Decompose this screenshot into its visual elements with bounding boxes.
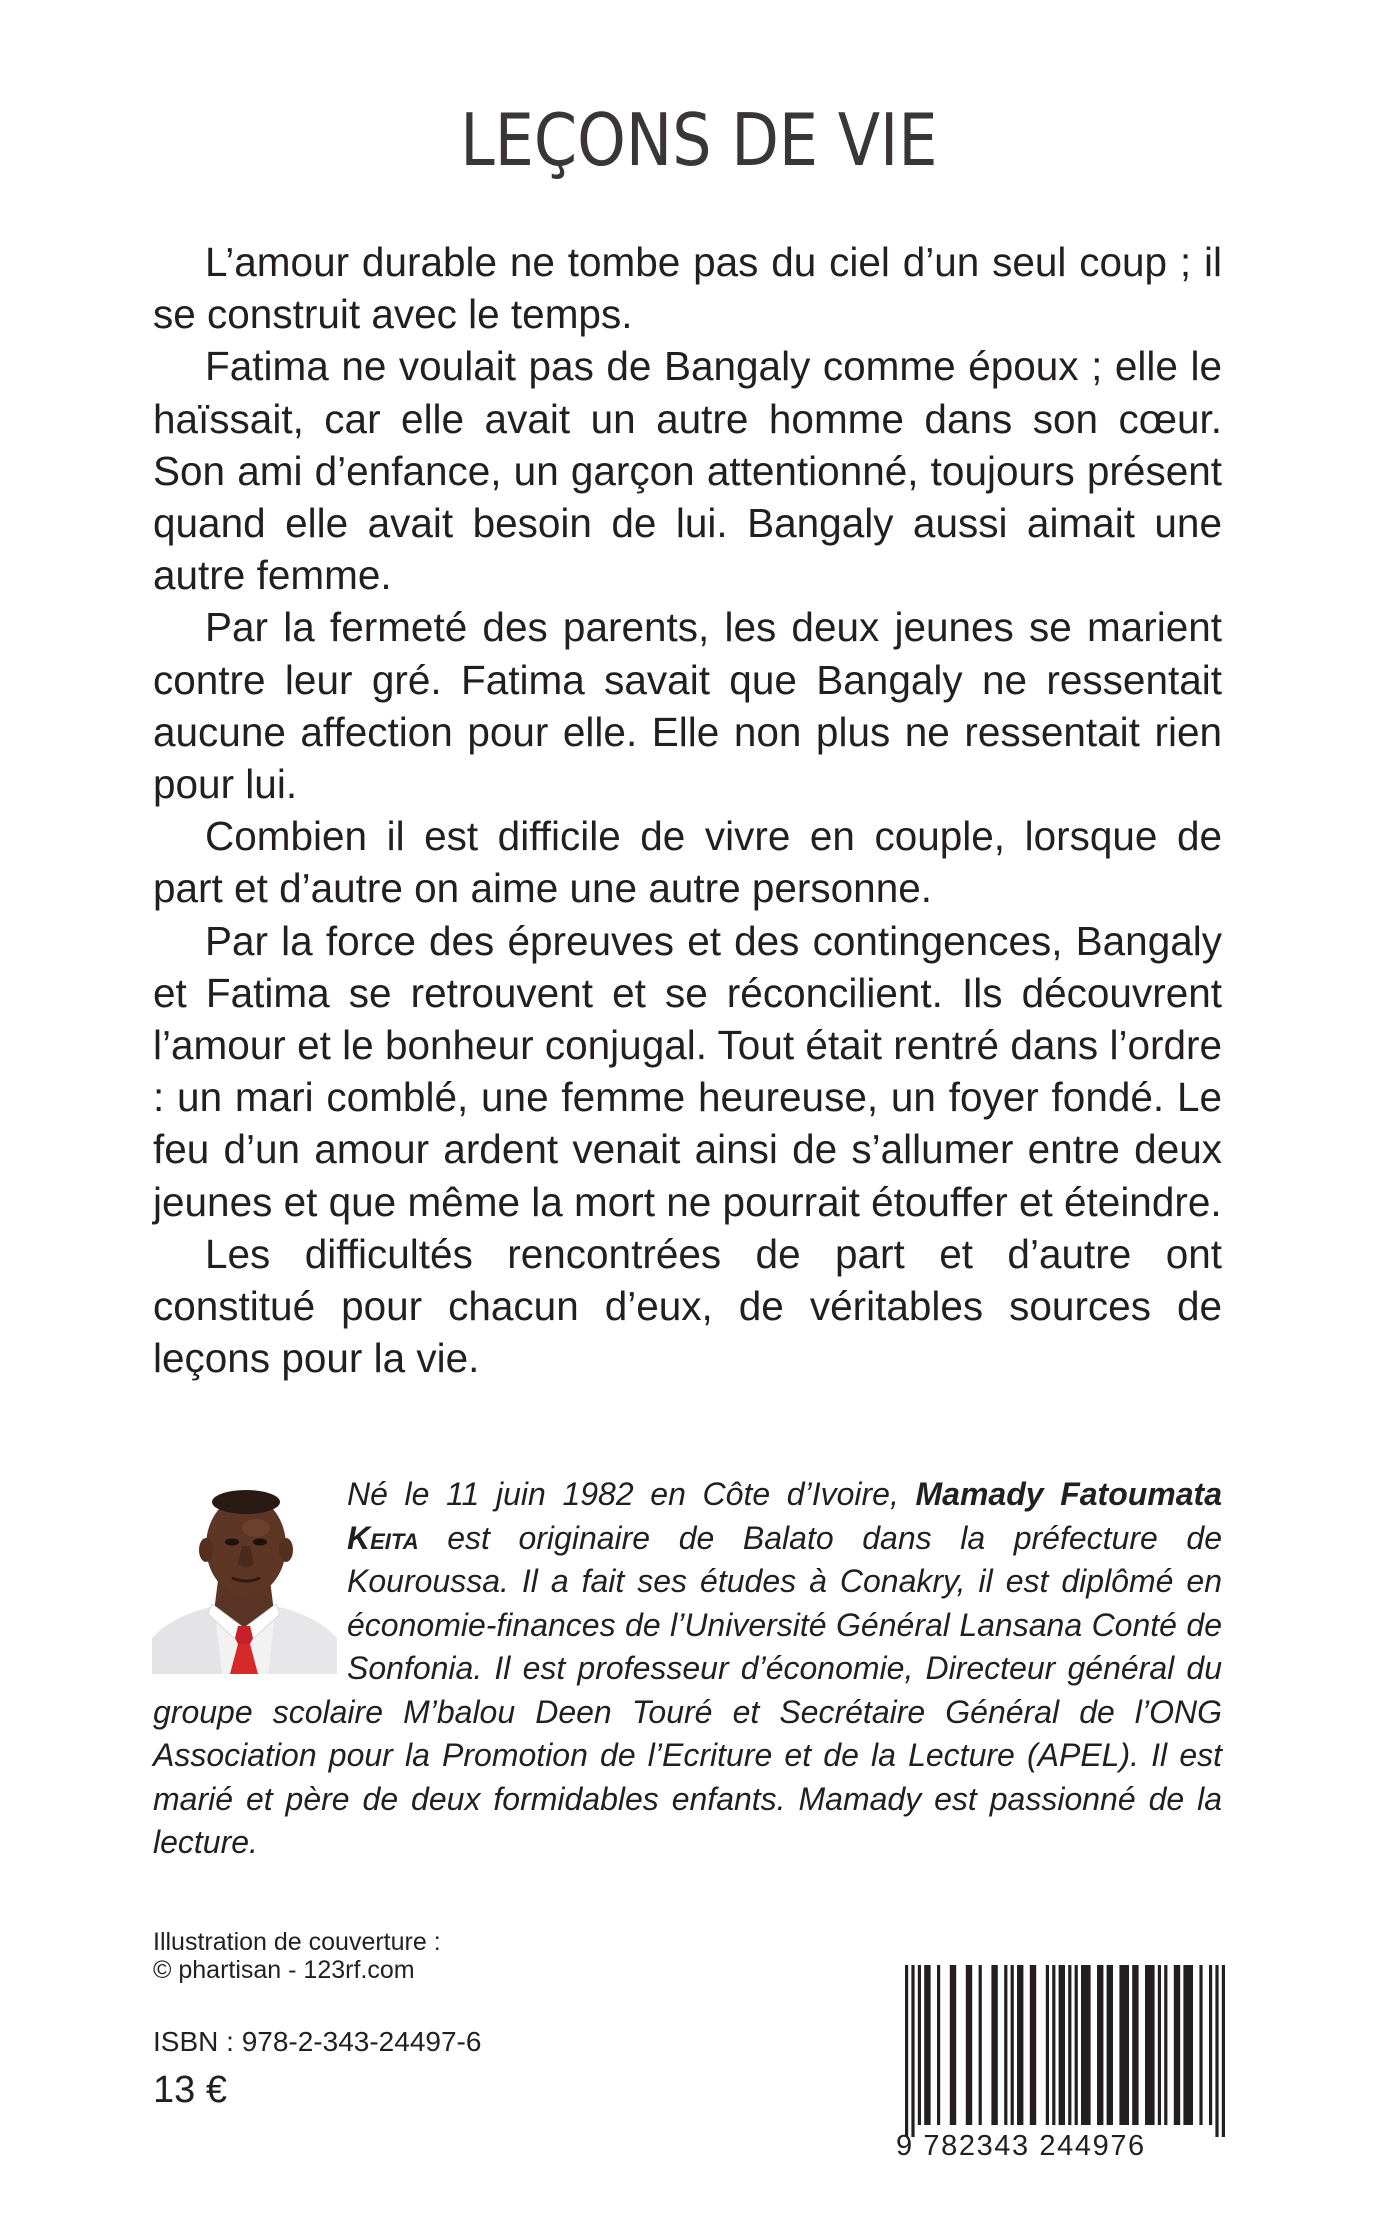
blurb-paragraph: Par la force des épreuves et des contingences, Bangaly et Fatima se retrouvent et se réconcilient. Ils découvrent l’amour et le bonheur conjugal. Tout était rentré dans l’ordre : un mari comblé, une femme heureuse, un foyer fondé. Le feu d’un amour ardent venait ainsi de s’allumer entre deux jeunes et que même la mort ne pourrait étouffer et éteindre.: [153, 917, 1222, 1225]
barcode-bar: [966, 1965, 972, 2125]
barcode-bar: [1158, 1965, 1161, 2125]
barcode-bar: [1107, 1965, 1113, 2125]
barcode-bar: [1097, 1965, 1103, 2125]
barcode-bar: [1075, 1965, 1078, 2125]
barcode-bar: [1174, 1965, 1180, 2125]
author-biography: [153, 1473, 1222, 1865]
barcode-bar: [1052, 1965, 1055, 2125]
barcode-bar: [1222, 1965, 1225, 2137]
blurb-paragraph: Fatima ne voulait pas de Bangaly comme époux ; elle le haïssait, car elle avait un autre homme dans son cœur. Son ami d’enfance, un garçon attentionné, toujours présent quand elle avait besoin de lui. Bangaly aussi aimait une autre femme.: [153, 343, 1222, 599]
barcode-bar: [937, 1965, 940, 2125]
barcode-bar: [924, 1965, 930, 2125]
blurb-paragraph: Les difficultés rencontrées de part et d’autre ont constitué pour chacun d’eux, de véritables sources de leçons pour la vie.: [153, 1230, 1222, 1382]
blurb-paragraph: Par la fermeté des parents, les deux jeunes se marient contre leur gré. Fatima savait que Bangaly ne ressentait aucune affection pour elle. Elle non plus ne ressentait rien pour lui.: [153, 604, 1222, 808]
barcode-bar: [1209, 1965, 1212, 2125]
barcode-bar: [1059, 1965, 1065, 2125]
barcode-bar: [1164, 1965, 1167, 2125]
author-name: Mamady Fatoumata: [915, 1476, 1223, 1512]
barcode-bar: [950, 1965, 956, 2125]
barcode-bar: [918, 1965, 921, 2125]
barcode-bar: [1011, 1965, 1014, 2125]
barcode-bar: [1215, 1965, 1218, 2137]
author-surname: Keita: [347, 1519, 419, 1556]
barcode-digits: 9 782343 244976: [896, 2130, 1146, 2162]
barcode-bar: [1017, 1965, 1023, 2125]
barcode-bar: [905, 1965, 908, 2137]
price: 13 €: [153, 2069, 227, 2111]
barcode-bar: [1068, 1965, 1071, 2125]
barcode-bar: [979, 1965, 982, 2125]
blurb-paragraph: L’amour durable ne tombe pas du ciel d’un seul coup ; il se construit avec le temps.: [153, 239, 1222, 338]
credit-label: Illustration de couverture :: [153, 1928, 441, 1956]
barcode-bar: [991, 1965, 997, 2125]
barcode-bar: [911, 1965, 914, 2137]
barcode-bar: [1081, 1965, 1091, 2125]
barcode-bar: [1183, 1965, 1193, 2125]
bio-intro: Né le 11 juin 1982 en Côte d’Ivoire,: [347, 1476, 916, 1512]
barcode-bar: [1132, 1965, 1138, 2125]
barcode-bar: [1046, 1965, 1049, 2125]
isbn: ISBN : 978-2-343-24497-6: [153, 2026, 482, 2057]
barcode-bar: [1145, 1965, 1155, 2125]
blurb-paragraph: Combien il est difficile de vivre en couple, lorsque de part et d’autre on aime une autre personne.: [153, 813, 1222, 912]
illustration-credit: [153, 1928, 441, 1984]
photo-space: [153, 1473, 347, 1689]
bio-text: est originaire de Balato dans la préfecture de Kouroussa. Il a fait ses études à Conakry, il est diplômé en économie-finances de l’Université Général Lansana Conté de Sonfonia. Il est professeur d’économie, Directeur général du groupe scolaire M’balou Deen Touré et Secrétaire Général de l’ONG Association pour la Promotion de l’Ecriture et de la Lecture (APEL). Il est marié et père de deux formidables enfants. Mamady est passionné de la lecture.: [153, 1519, 1222, 1860]
credit-source: © phartisan - 123rf.com: [153, 1956, 415, 1984]
barcode-bar: [1119, 1965, 1129, 2125]
back-cover-blurb: [153, 236, 1222, 1384]
book-title: LEÇONS DE VIE: [460, 98, 938, 182]
barcode-bar: [1004, 1965, 1007, 2125]
barcode-bar: [1030, 1965, 1036, 2125]
barcode-bar: [1199, 1965, 1202, 2125]
